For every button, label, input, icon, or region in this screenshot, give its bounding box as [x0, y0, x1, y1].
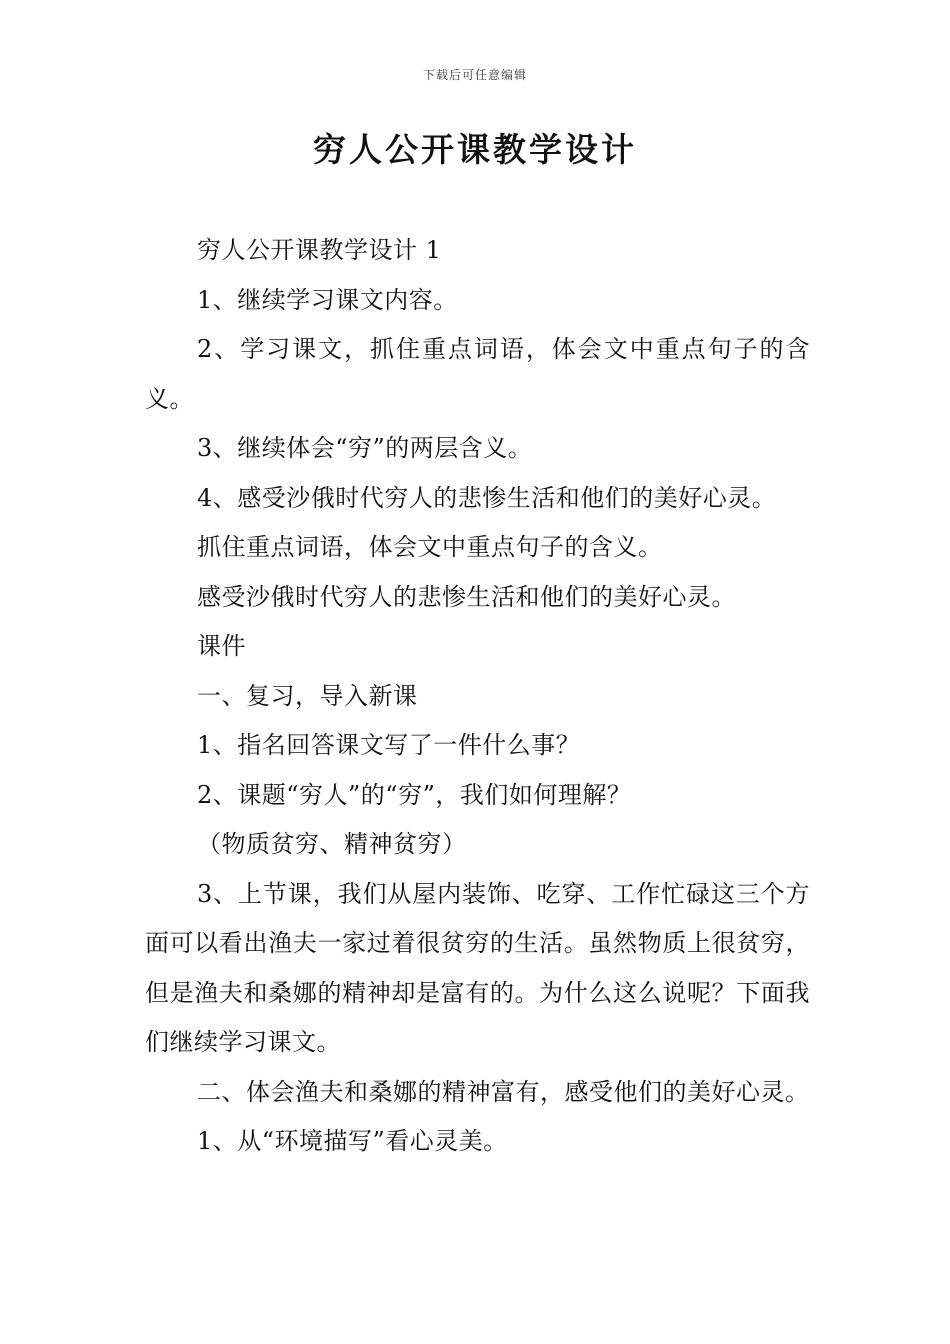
paragraph-objective-2: 2、学习课文，抓住重点词语，体会文中重点句子的含义。 [145, 335, 810, 413]
paragraph-step-1-heading: 一、复习，导入新课 [197, 681, 418, 710]
paragraph-step-2-heading: 二、体会渔夫和桑娜的精神富有，感受他们的美好心灵。 [197, 1077, 810, 1106]
paragraph-review: 3、上节课，我们从屋内装饰、吃穿、工作忙碌这三个方面可以看出渔夫一家过着很贫穷的生活。虽然物质上很贫穷，但是渔夫和桑娜的精神却是富有的。为什么这么说呢？下面我们继续学习课文。 [145, 879, 810, 1056]
header-note: 下载后可任意编辑 [422, 68, 527, 82]
paragraph-answer-note: （物质贫穷、精神贫穷） [197, 830, 467, 858]
paragraph-section-heading: 穷人公开课教学设计 1 [197, 236, 442, 264]
document-body [145, 226, 810, 1167]
paragraph-objective-4: 4、感受沙俄时代穷人的悲惨生活和他们的美好心灵。 [197, 483, 777, 512]
paragraph-key-point: 抓住重点词语，体会文中重点句子的含义。 [197, 533, 663, 561]
paragraph-environment: 1、从“环境描写”看心灵美。 [197, 1127, 508, 1155]
paragraph-difficulty: 感受沙俄时代穷人的悲惨生活和他们的美好心灵。 [197, 582, 736, 611]
paragraph-question-2: 2、课题“穷人”的“穷”，我们如何理解？ [197, 780, 632, 809]
paragraph-objective-3: 3、继续体会“穷”的两层含义。 [197, 434, 533, 462]
paragraph-materials: 课件 [197, 632, 246, 660]
paragraph-question-1: 1、指名回答课文写了一件什么事？ [197, 731, 581, 759]
paragraph-objective-1: 1、继续学习课文内容。 [197, 285, 458, 314]
document-title: 穷人公开课教学设计 [313, 130, 637, 169]
